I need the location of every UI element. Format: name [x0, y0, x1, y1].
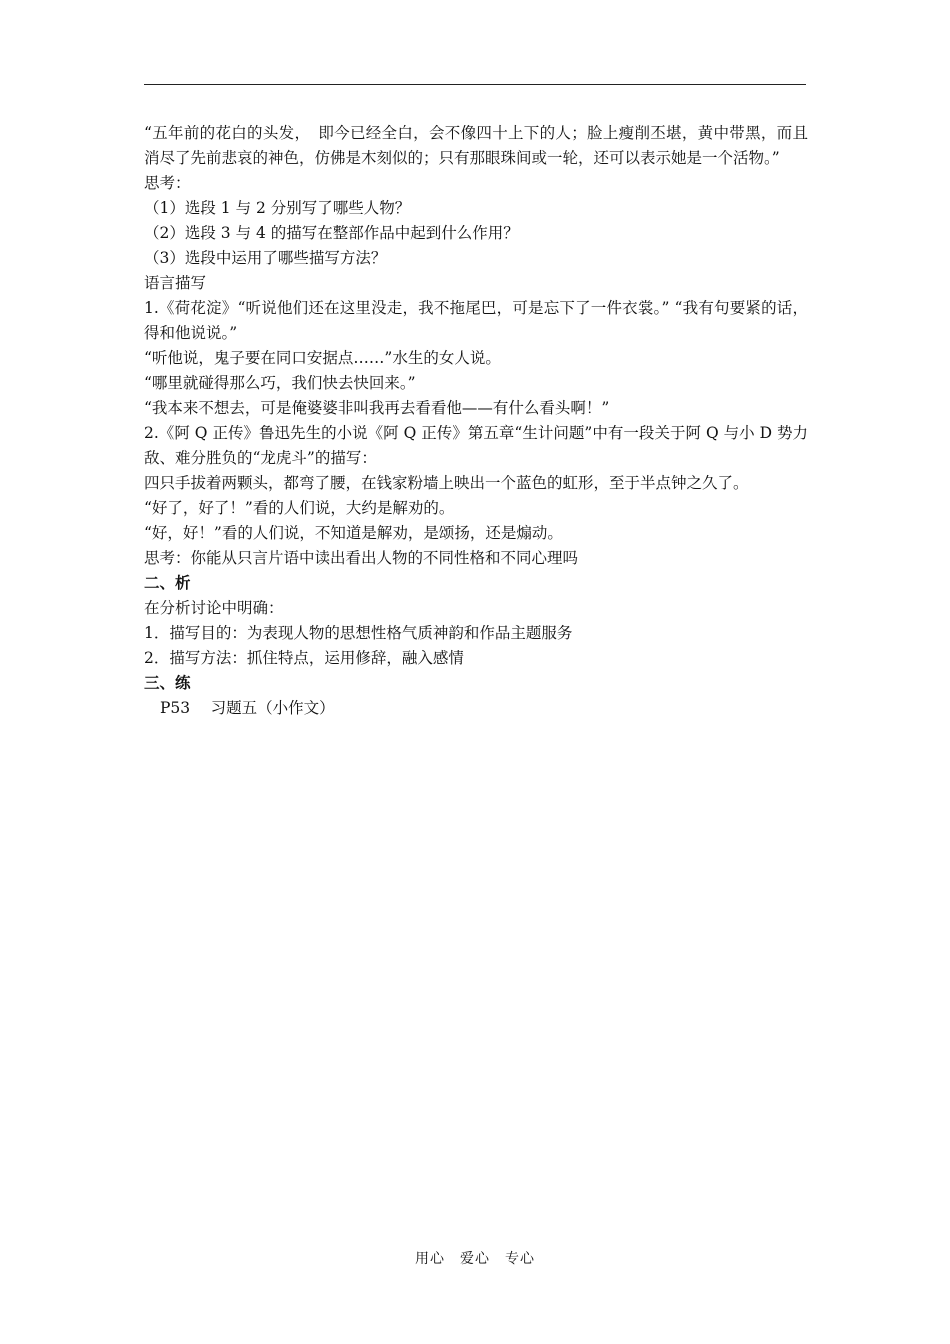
question-1: （1）选段 1 与 2 分别写了哪些人物？ [144, 199, 411, 217]
example-1-line-2: “哪里就碰得那么巧，我们快去快回来。” [144, 374, 416, 392]
page-footer: 用心 爱心 专心 [415, 1251, 535, 1267]
language-description-heading: 语言描写 [144, 274, 207, 292]
section-2-intro: 在分析讨论中明确： [144, 599, 284, 617]
example-2-intro: 2.《阿 Q 正传》鲁迅先生的小说《阿 Q 正传》第五章“生计问题”中有一段关于阿 Q 与小 D 势力敌、难分胜负的“龙虎斗”的描写： [144, 424, 808, 467]
document-body [144, 121, 808, 721]
question-2: （2）选段 3 与 4 的描写在整部作品中起到什么作用？ [144, 224, 519, 242]
header-rule [144, 84, 806, 85]
example-1-intro: 1.《荷花淀》“听说他们还在这里没走，我不拖尾巴，可是忘下了一件衣裳。” “我有句要紧的话，得和他说说。” [144, 299, 808, 342]
example-2-line-3: “好，好！”看的人们说，不知道是解劝，是颂扬，还是煽动。 [144, 524, 563, 542]
question-3: （3）选段中运用了哪些描写方法？ [144, 249, 387, 267]
example-2-line-2: “好了，好了！”看的人们说，大约是解劝的。 [144, 499, 455, 517]
section-2-point-2: 2．描写方法：抓住特点，运用修辞，融入感情 [144, 649, 464, 667]
section-2-heading: 二、析 [144, 574, 191, 592]
example-1-line-1: “听他说，鬼子要在同口安据点……”水生的女人说。 [144, 349, 501, 367]
section-3-heading: 三、练 [144, 674, 191, 692]
think-question-2: 思考：你能从只言片语中读出看出人物的不同性格和不同心理吗 [144, 549, 579, 567]
example-1-line-3: “我本来不想去，可是俺婆婆非叫我再去看看他——有什么看头啊！” [144, 399, 610, 417]
section-3-task: P53 习题五（小作文） [160, 699, 335, 717]
quote-passage: “五年前的花白的头发， 即今已经全白，会不像四十上下的人；脸上瘦削丕堪，黄中带黑，而且消尽了先前悲哀的神色，仿佛是木刻似的；只有那眼珠间或一轮，还可以表示她是一个活物。” [144, 124, 808, 167]
section-2-point-1: 1．描写目的：为表现人物的思想性格气质神韵和作品主题服务 [144, 624, 573, 642]
think-label: 思考： [144, 174, 191, 192]
example-2-line-1: 四只手拔着两颗头，都弯了腰，在钱家粉墙上映出一个蓝色的虹形，至于半点钟之久了。 [144, 474, 749, 492]
